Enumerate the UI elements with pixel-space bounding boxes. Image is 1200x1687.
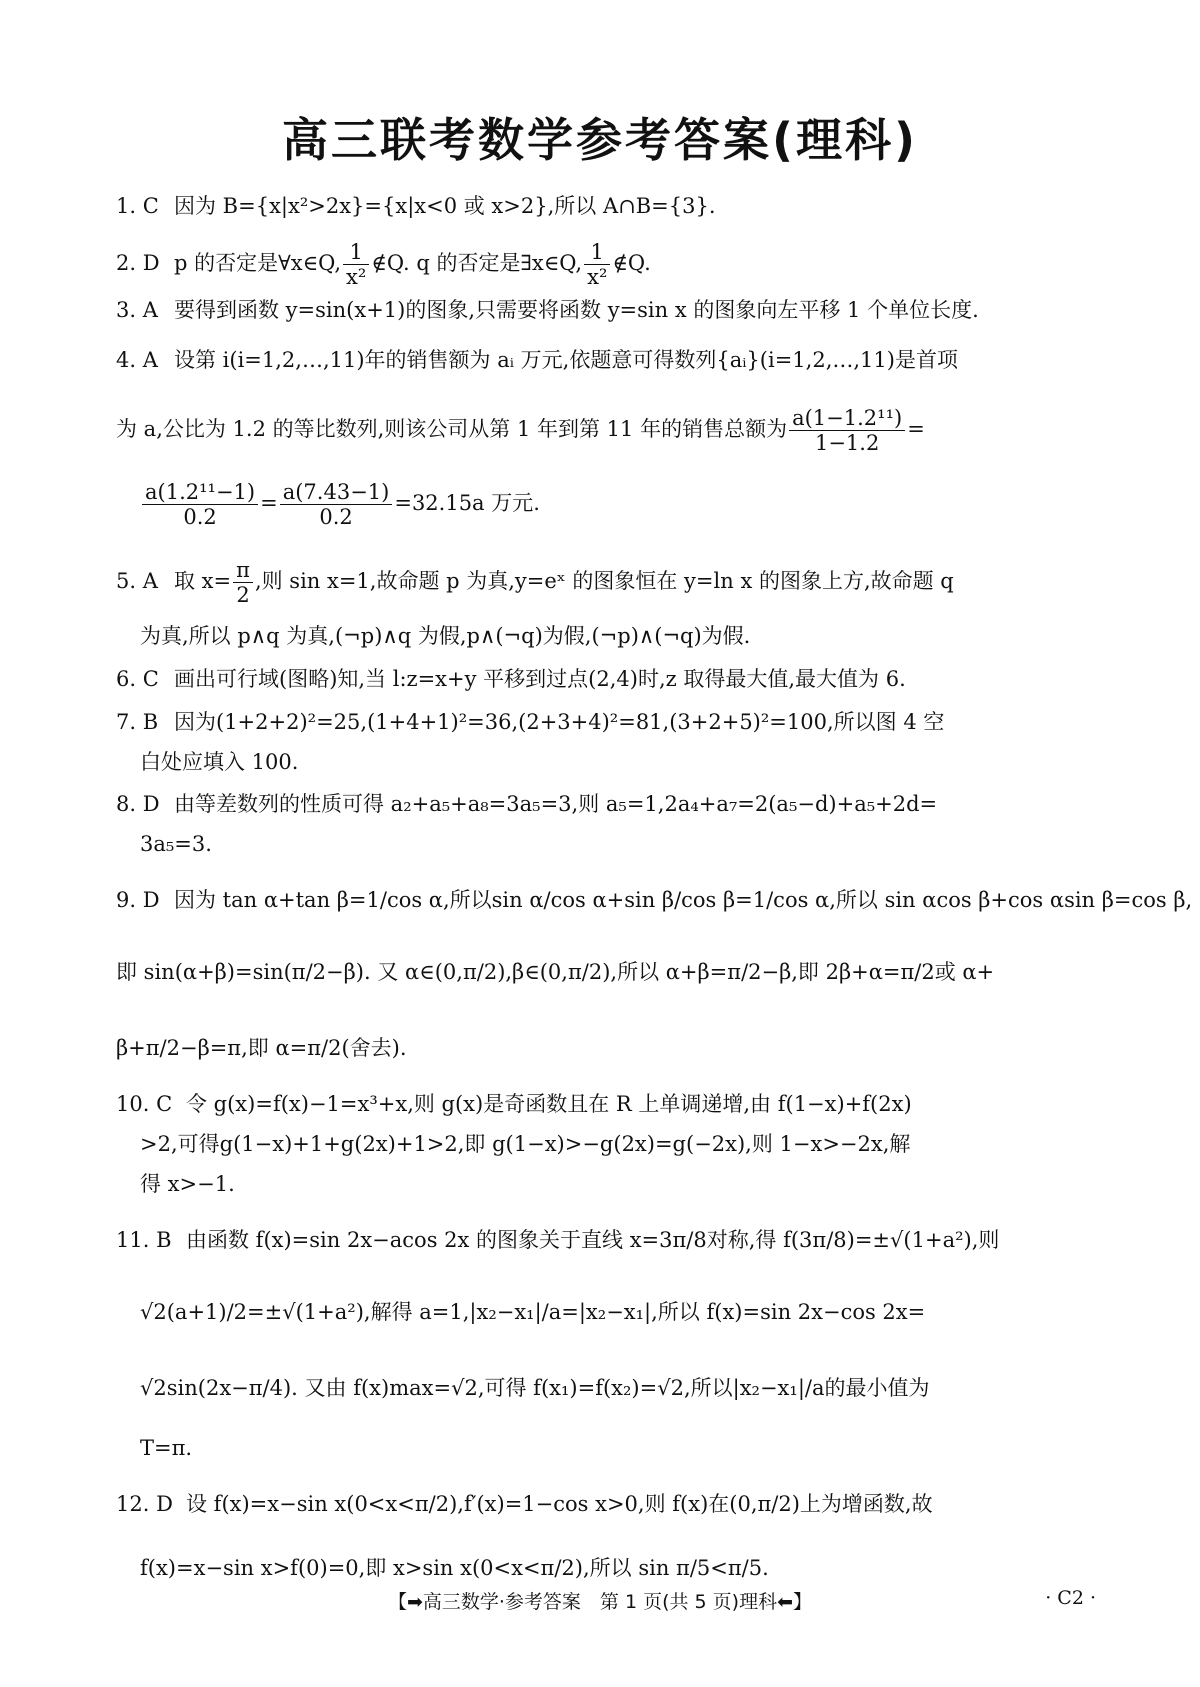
answer-number: 4. A xyxy=(116,348,158,372)
answer-number: 2. D xyxy=(116,251,160,275)
answer-text: 令 g(x)=f(x)−1=x³+x,则 g(x)是奇函数且在 R 上单调递增,由 f(1−x)+f(2x) xyxy=(186,1092,912,1116)
page-footer: 【➡高三数学·参考答案 第 1 页(共 5 页)理科⬅】 xyxy=(387,1591,813,1613)
answer-text: 3a₅=3. xyxy=(140,832,212,856)
answer-number: 3. A xyxy=(116,298,158,322)
answer-text: ,则 sin x=1,故命题 p 为真,y=eˣ 的图象恒在 y=ln x 的图象上方,故命题 q xyxy=(254,569,954,593)
answer-number: 7. B xyxy=(116,710,159,734)
answer-number: 8. D xyxy=(116,792,160,816)
answer-item-11-line-3 xyxy=(140,1372,1124,1404)
answer-text: 为 a,公比为 1.2 的等比数列,则该公司从第 1 年到第 11 年的销售总额为 xyxy=(116,417,788,441)
answer-text: 取 x= xyxy=(174,569,232,593)
answer-number: 5. A xyxy=(116,569,158,593)
answer-item-5-line-2 xyxy=(140,620,1124,652)
fraction: $\frac{\text{a(1−1.2¹¹)}}{1-1.2}$ xyxy=(789,406,905,455)
answer-text: 画出可行域(图略)知,当 l:z=x+y 平移到过点(2,4)时,z 取得最大值,最大值为 6. xyxy=(174,667,906,691)
answer-text: = xyxy=(907,417,925,441)
answer-text: 设第 i(i=1,2,…,11)年的销售额为 aᵢ 万元,依题意可得数列{aᵢ}(i=1,2,…,11)是首项 xyxy=(174,348,958,372)
answer-item-9-line-3 xyxy=(116,1032,1100,1064)
answer-item-10-line-3 xyxy=(140,1168,1124,1200)
answer-text: T=π. xyxy=(140,1436,193,1460)
answer-text: 得 x>−1. xyxy=(140,1172,235,1196)
answer-item-3 xyxy=(116,294,1100,326)
answer-item-4-line-2 xyxy=(116,406,1100,455)
answer-item-8 xyxy=(116,788,1100,820)
answer-number: 11. B xyxy=(116,1228,172,1252)
answer-item-9 xyxy=(116,884,1193,916)
answer-item-4-line-3: $\frac{\text{a(1.2¹¹−1)}}{0.2}$ = $\frac{a(7.43-1)}{0.2}$ =32.15a 万元. xyxy=(140,480,1124,529)
answer-text: 由函数 f(x)=sin 2x−acos 2x 的图象关于直线 x=3π/8对称,得 f(3π/8)=±√(1+a²),则 xyxy=(186,1228,1000,1252)
answer-item-8-line-2 xyxy=(140,828,1124,860)
answer-number: 1. C xyxy=(116,194,159,218)
answer-text: β+π/2−β=π,即 α=π/2(舍去). xyxy=(116,1036,407,1060)
answer-text: 即 sin(α+β)=sin(π/2−β). 又 α∈(0,π/2),β∈(0,π/2),所以 α+β=π/2−β,即 2β+α=π/2或 α+ xyxy=(116,960,995,984)
answer-item-10 xyxy=(116,1088,1100,1120)
answer-text: ∉Q. q 的否定是∃x∈Q, xyxy=(371,251,583,275)
answer-item-9-line-2 xyxy=(116,956,1100,988)
answer-text: √2(a+1)/2=±√(1+a²),解得 a=1,|x₂−x₁|/a=|x₂−x₁|,所以 f(x)=sin 2x−cos 2x= xyxy=(140,1300,926,1324)
answer-text: ∉Q. xyxy=(612,251,651,275)
answer-text: √2sin(2x−π/4). 又由 f(x)max=√2,可得 f(x₁)=f(x₂)=√2,所以|x₂−x₁|/a的最小值为 xyxy=(140,1376,930,1400)
answer-item-4 xyxy=(116,344,1100,376)
answer-text: 设 f(x)=x−sin x(0<x<π/2),f′(x)=1−cos x>0,则 f(x)在(0,π/2)上为增函数,故 xyxy=(186,1492,933,1516)
answer-item-11-line-2 xyxy=(140,1296,1124,1328)
answer-text: >2,可得g(1−x)+1+g(2x)+1>2,即 g(1−x)>−g(2x)=g(−2x),则 1−x>−2x,解 xyxy=(140,1132,911,1156)
answer-number: 9. D xyxy=(116,888,160,912)
answer-text: 因为 B={x|x²>2x}={x|x<0 或 x>2},所以 A∩B={3}. xyxy=(174,194,716,218)
answer-text: 因为(1+2+2)²=25,(1+4+1)²=36,(2+3+4)²=81,(3+2+5)²=100,所以图 4 空 xyxy=(174,710,945,734)
page-title: 高三联考数学参考答案(理科) xyxy=(281,113,919,167)
answer-item-11 xyxy=(116,1224,1100,1256)
answer-item-6 xyxy=(116,663,1100,695)
answer-item-7-line-2 xyxy=(140,746,1124,778)
answer-item-10-line-2 xyxy=(140,1128,1124,1160)
answer-number: 6. C xyxy=(116,667,159,691)
fraction: $\frac{a(7.43-1)}{0.2}$ xyxy=(280,480,393,529)
answer-item-12-line-2 xyxy=(140,1552,1124,1584)
answer-text: 为真,所以 p∧q 为真,(¬p)∧q 为假,p∧(¬q)为假,(¬p)∧(¬q)为假. xyxy=(140,624,751,648)
answer-text: 因为 tan α+tan β=1/cos α,所以sin α/cos α+sin β/cos β=1/cos α,所以 sin αcos β+cos αsin β=cos β, xyxy=(174,888,1193,912)
answer-text: 要得到函数 y=sin(x+1)的图象,只需要将函数 y=sin x 的图象向左平移 1 个单位长度. xyxy=(174,298,979,322)
answer-text: p 的否定是∀x∈Q, xyxy=(174,251,342,275)
fraction: $\frac{1}{\text{x²}}$ xyxy=(343,240,369,289)
answer-item-7 xyxy=(116,706,1100,738)
answer-item-12 xyxy=(116,1488,1100,1520)
answer-item-11-line-4 xyxy=(140,1432,1124,1464)
fraction: $\frac{1}{\text{x²}}$ xyxy=(584,240,610,289)
answer-text: =32.15a 万元. xyxy=(394,491,540,515)
answer-item-5 xyxy=(116,558,1100,607)
answer-item-2 xyxy=(116,240,1100,289)
fraction: $\frac{\pi}{2}$ xyxy=(233,558,253,607)
answer-item-1 xyxy=(116,190,1100,222)
answer-text: 由等差数列的性质可得 a₂+a₅+a₈=3a₅=3,则 a₅=1,2a₄+a₇=2(a₅−d)+a₅+2d= xyxy=(174,792,938,816)
answer-text: f(x)=x−sin x>f(0)=0,即 x>sin x(0<x<π/2),所以 sin π/5<π/5. xyxy=(140,1556,769,1580)
answer-number: 12. D xyxy=(116,1492,173,1516)
page-code: · C2 · xyxy=(1045,1587,1096,1609)
answer-number: 10. C xyxy=(116,1092,173,1116)
fraction: $\frac{\text{a(1.2¹¹−1)}}{0.2}$ xyxy=(142,480,258,529)
answer-text: 白处应填入 100. xyxy=(140,750,299,774)
